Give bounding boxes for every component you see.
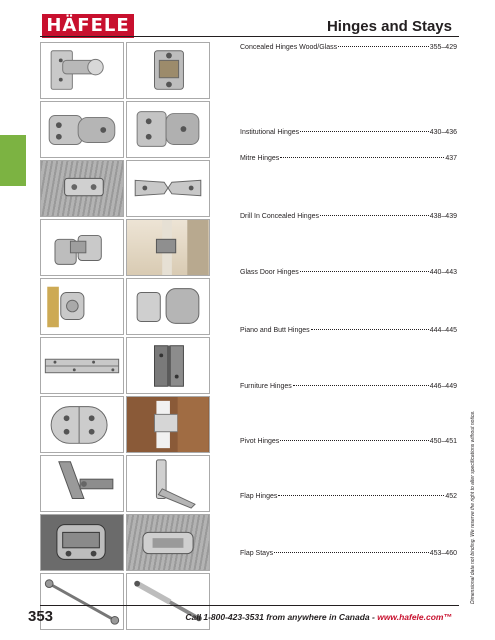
page-number: 353 (28, 608, 54, 625)
concealed-hinge-image (40, 42, 124, 99)
institutional-hinge-alt-image (126, 101, 210, 158)
index-entry: Institutional Hinges 430–436 (240, 129, 457, 136)
institutional-hinge-image (40, 101, 124, 158)
mitre-hinge-installed-image (40, 160, 124, 217)
drill-in-hinge-image (40, 219, 124, 276)
index-entry: Furniture Hinges 446–449 (240, 383, 457, 390)
furniture-hinge-installed-image (126, 396, 210, 453)
index-entry: Piano and Butt Hinges 444–445 (240, 327, 457, 334)
index-entry: Flap Hinges 452 (240, 493, 457, 500)
butt-hinge-image (126, 337, 210, 394)
piano-hinge-image (40, 337, 124, 394)
section-title: Hinges and Stays (326, 18, 452, 35)
index-entry: Drill In Concealed Hinges 438–439 (240, 213, 457, 220)
hafele-logo: HÄFELE (42, 14, 134, 38)
section-color-tab (0, 135, 26, 186)
mounting-plate-image (126, 42, 210, 99)
footer-contact (185, 612, 452, 622)
header-divider (40, 36, 459, 37)
pivot-hinge-image (40, 455, 124, 512)
footer-call-text: Call 1-800-423-3531 from anywhere in Canada - (185, 612, 378, 622)
pivot-hinge-alt-image (126, 455, 210, 512)
index-entry: Glass Door Hinges 440–443 (240, 269, 457, 276)
index-entry: Mitre Hinges 437 (240, 155, 457, 162)
index-entry: Pivot Hinges 450–451 (240, 438, 457, 445)
index-entry: Concealed Hinges Wood/Glass 355–429 (240, 44, 457, 51)
footer-divider (40, 605, 459, 606)
flap-hinge-image (40, 514, 124, 571)
glass-door-hinge-image (40, 278, 124, 335)
glass-door-clamp-image (126, 278, 210, 335)
drill-in-hinge-door-image (126, 219, 210, 276)
mitre-hinge-image (126, 160, 210, 217)
flap-hinge-installed-image (126, 514, 210, 571)
footer-website: www.hafele.com™ (377, 612, 452, 622)
disclaimer-note: Dimensional data not binding. We reserve the right to alter specifications without notice. (470, 410, 476, 604)
furniture-hinge-image (40, 396, 124, 453)
index-entry: Flap Stays 453–460 (240, 550, 457, 557)
